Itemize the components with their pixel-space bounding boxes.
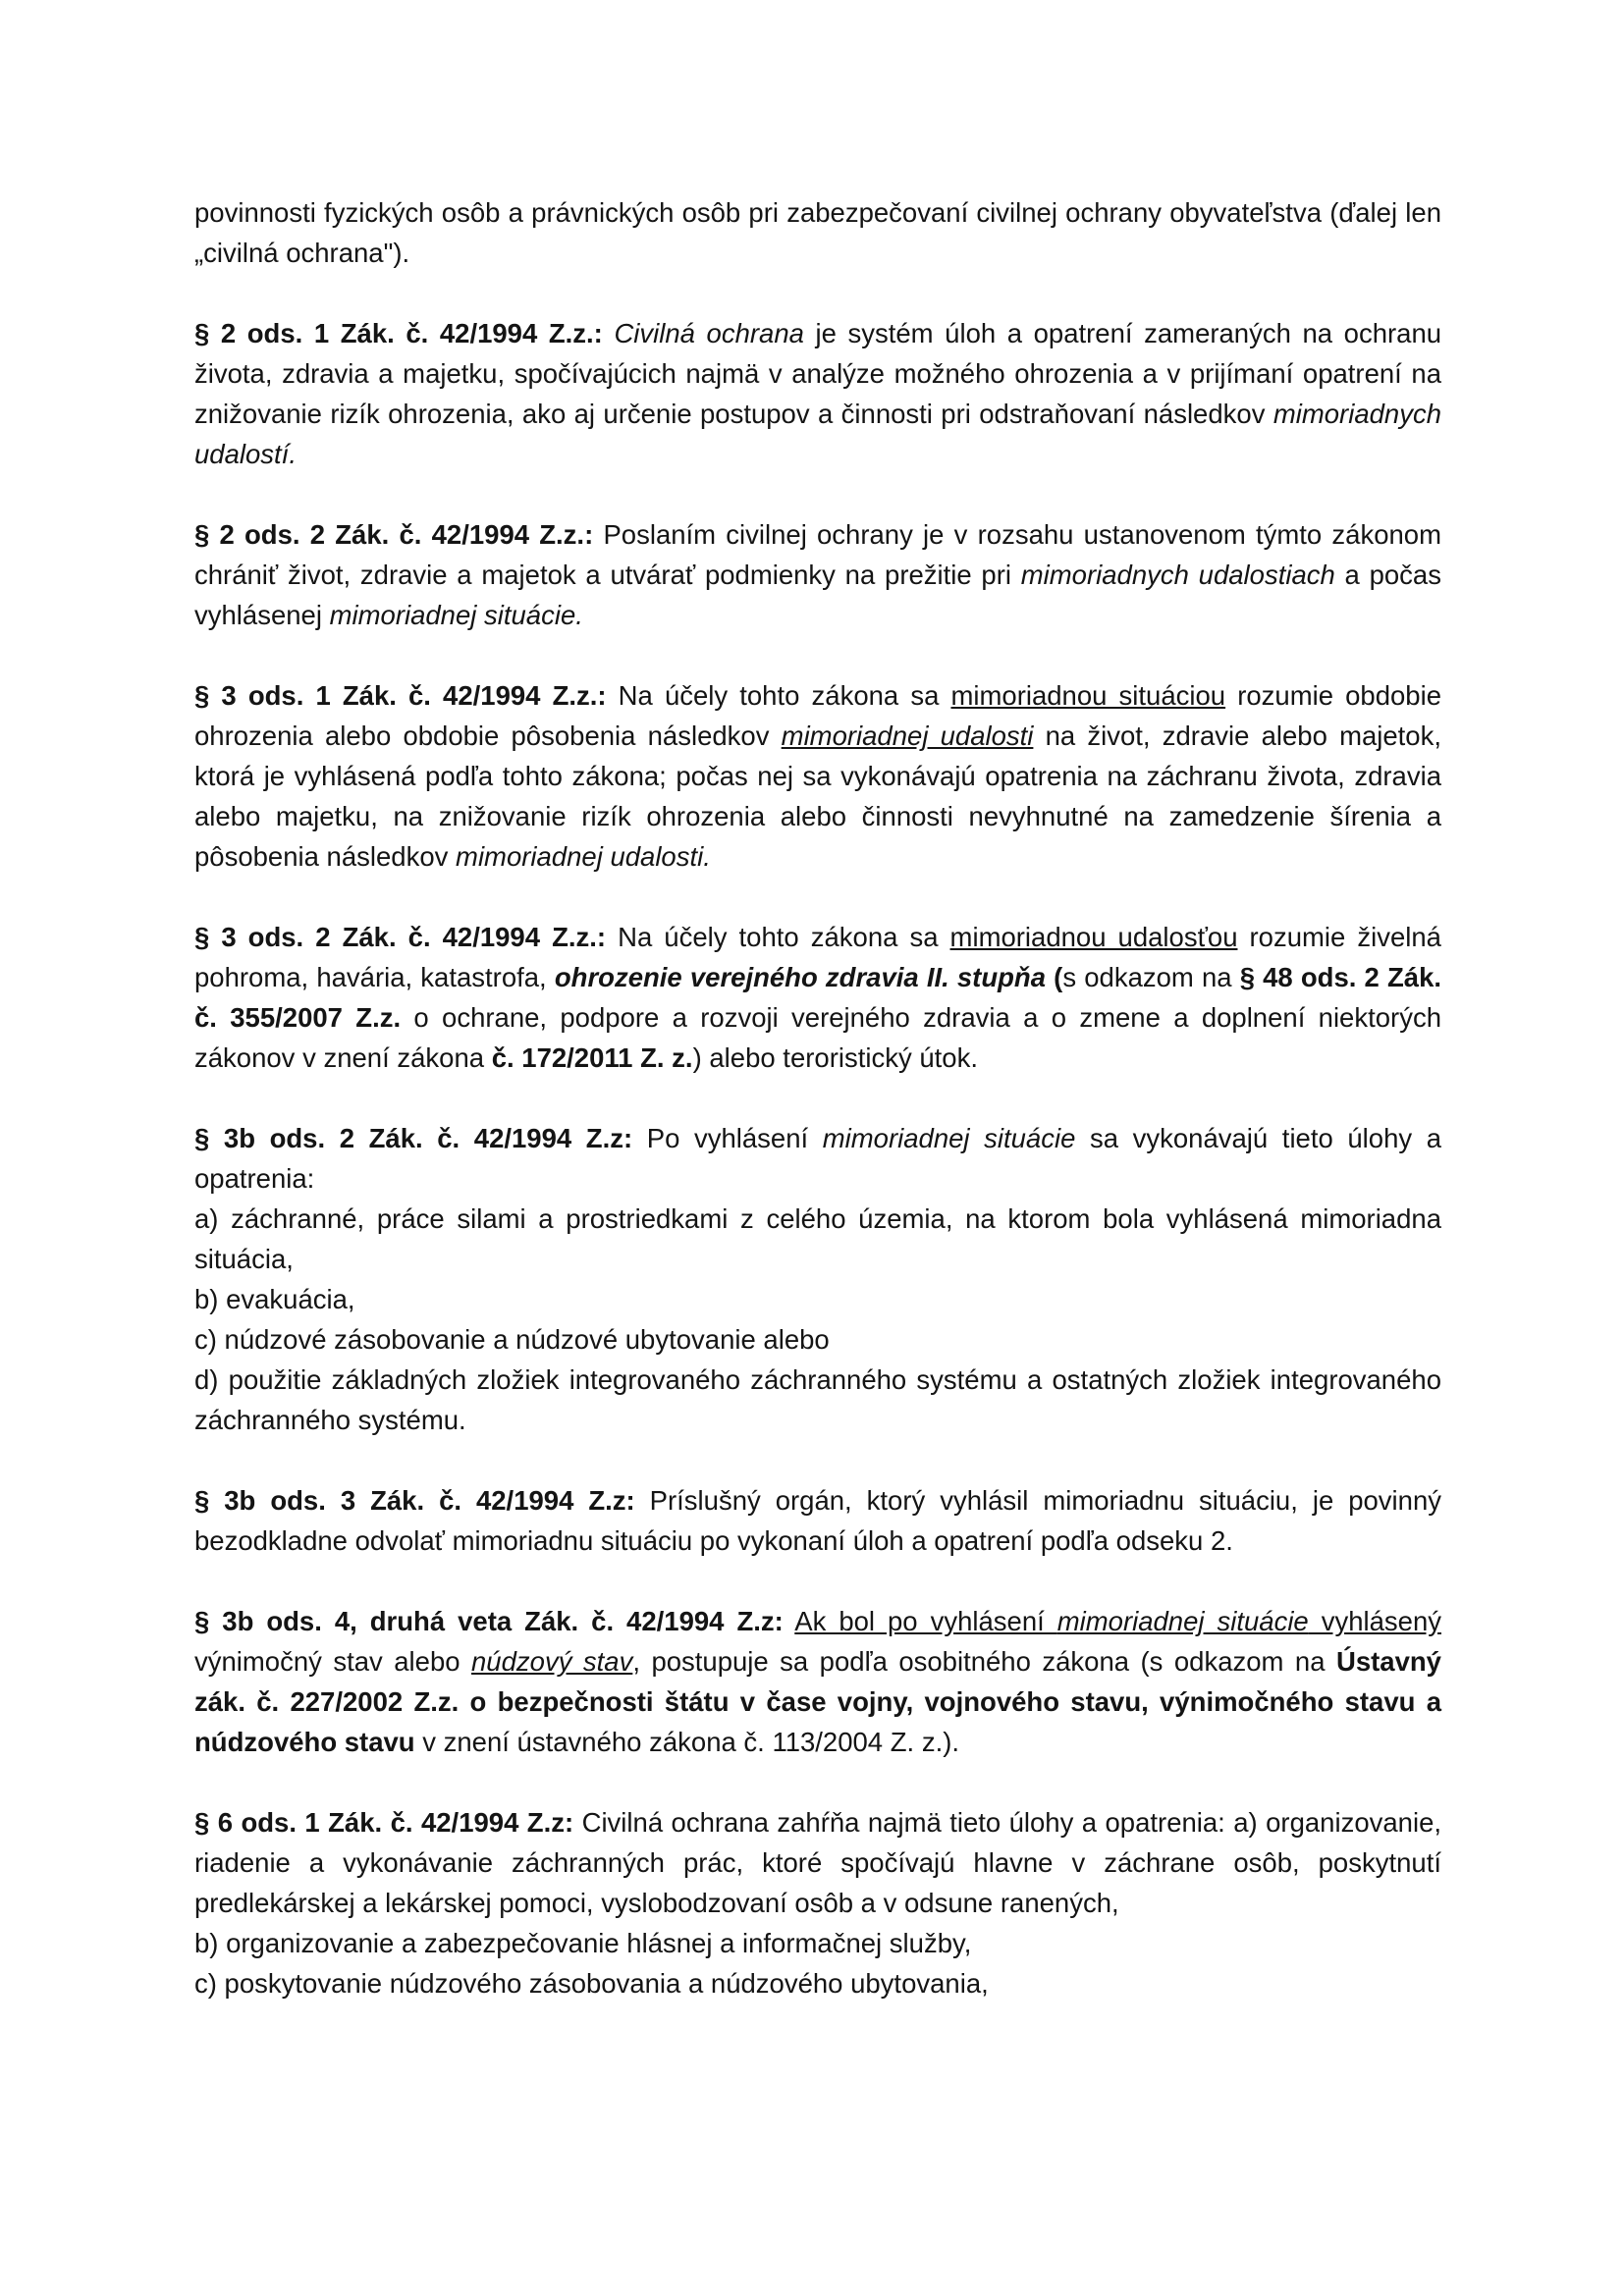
- legal-reference: § 3b ods. 2 Zák. č. 42/1994 Z.z:: [194, 1123, 633, 1153]
- paragraph-text: sa vykonávajú tieto úlohy a opatrenia:: [194, 1123, 1442, 1194]
- term-ohrozenie-zdravia: ohrozenie verejného zdravia II. stupňa: [554, 962, 1047, 992]
- term-civilna-ochrana: Civilná ochrana: [614, 318, 804, 348]
- term-nudzovy-stav: núdzový stav: [471, 1646, 633, 1677]
- paragraph-6-1: [194, 1802, 1441, 2003]
- paren-open: (: [1046, 962, 1063, 992]
- paragraph-text: , postupuje sa podľa osobitného zákona (s odkazom na: [632, 1646, 1336, 1677]
- paragraph-text: a počas vyhlásenej: [194, 560, 1441, 630]
- paragraph-text: Poslaním civilnej ochrany je v rozsahu ustanovenom týmto zákonom chrániť život, zdravie a majetok a utvárať podmienky na prežitie pri: [194, 519, 1442, 590]
- paragraph-text: na život, zdravie alebo majetok, ktorá je vyhlásená podľa tohto zákona; počas nej sa vykonávajú opatrenia na záchranu života, zdravia alebo majetku, na znižovanie rizík ohrozenia alebo činnosti nevyhnutné na zamedzenie šírenia a pôsobenia následkov: [194, 721, 1441, 872]
- paragraph-2-2: [194, 514, 1441, 635]
- paragraph-text: Po vyhlásení: [632, 1123, 823, 1153]
- list-item-c: c) poskytovanie núdzového zásobovania a núdzového ubytovania,: [194, 1968, 989, 1999]
- paragraph-text: rozumie živelná pohroma, havária, katastrofa,: [194, 922, 1441, 992]
- term-mimoriadna-udalost: mimoriadnej udalosti: [781, 721, 1034, 751]
- document-page: [194, 192, 1441, 2003]
- paragraph-intro: [194, 192, 1441, 273]
- paragraph-3b-4: [194, 1601, 1441, 1762]
- list-item-a: a) záchranné, práce silami a prostriedkami z celého územia, na ktorom bola vyhlásená mimoriadna situácia,: [194, 1203, 1441, 1274]
- legal-reference: § 3 ods. 2 Zák. č. 42/1994 Z.z.:: [194, 922, 607, 952]
- legal-reference: § 3b ods. 4, druhá veta Zák. č. 42/1994 Z.z:: [194, 1606, 784, 1636]
- legal-reference-inline: § 48 ods. 2 Zák. č. 355/2007 Z.z.: [194, 962, 1441, 1033]
- list-item-d: d) použitie základných zložiek integrovaného záchranného systému a ostatných zložiek integrovaného záchranného systému.: [194, 1364, 1441, 1435]
- list-item-b: b) organizovanie a zabezpečovanie hlásnej a informačnej služby,: [194, 1928, 972, 1958]
- paragraph-text: s odkazom na: [1062, 962, 1240, 992]
- paragraph-3b-3: [194, 1480, 1441, 1561]
- paragraph-3-1: [194, 675, 1441, 877]
- paragraph-text: ) alebo teroristický útok.: [692, 1042, 978, 1073]
- paragraph-text: o ochrane, podpore a rozvoji verejného zdravia a o zmene a doplnení niektorých zákonov v znení zákona: [194, 1002, 1441, 1073]
- underlined-text: Ak bol po vyhlásení: [794, 1606, 1057, 1636]
- term-mimoriadna-situacia: mimoriadnou situáciou: [950, 680, 1226, 711]
- paragraph-text: v znení ústavného zákona č. 113/2004 Z. z.).: [414, 1727, 960, 1757]
- legal-reference: § 3 ods. 1 Zák. č. 42/1994 Z.z.:: [194, 680, 607, 711]
- legal-reference: § 6 ods. 1 Zák. č. 42/1994 Z.z:: [194, 1807, 574, 1838]
- term-mimoriadne-udalosti: mimoriadnych udalostiach: [1020, 560, 1335, 590]
- term-mimoriadna-situacia: mimoriadnej situácie.: [329, 600, 583, 630]
- paragraph-2-1: [194, 313, 1441, 474]
- paragraph-3b-2: [194, 1118, 1441, 1440]
- intro-text: povinnosti fyzických osôb a právnických osôb pri zabezpečovaní civilnej ochrany obyvateľstva (ďalej len „civilná ochrana").: [194, 197, 1441, 268]
- term-mimoriadne-udalosti: mimoriadnych udalostí.: [194, 399, 1441, 469]
- legal-reference: § 2 ods. 1 Zák. č. 42/1994 Z.z.:: [194, 318, 603, 348]
- paragraph-text: Civilná ochrana zahŕňa najmä tieto úlohy a opatrenia: a) organizovanie, riadenie a vykonávanie záchranných prác, ktoré spočívajú hlavne v záchrane osôb, poskytnutí predlekárskej a lekárskej pomoci, vyslobodzovaní osôb a v odsune ranených,: [194, 1807, 1442, 1918]
- paragraph-text: Na účely tohto zákona sa: [606, 680, 951, 711]
- legal-reference-inline: Ústavný zák. č. 227/2002 Z.z. o bezpečnosti štátu v čase vojny, vojnového stavu, výnimočného stavu a núdzového stavu: [194, 1646, 1441, 1757]
- paragraph-text: Na účely tohto zákona sa: [606, 922, 950, 952]
- term-mimoriadna-udalost: mimoriadnej udalosti.: [456, 841, 711, 872]
- term-mimoriadna-udalost: mimoriadnou udalosťou: [949, 922, 1238, 952]
- legal-reference: § 3b ods. 3 Zák. č. 42/1994 Z.z:: [194, 1485, 635, 1516]
- paragraph-text: rozumie obdobie ohrozenia alebo obdobie pôsobenia následkov: [194, 680, 1442, 751]
- term-mimoriadna-situacia: mimoriadnej situácie: [1056, 1606, 1309, 1636]
- paragraph-text: výnimočný stav alebo: [194, 1646, 472, 1677]
- legal-reference-inline: č. 172/2011 Z. z.: [491, 1042, 693, 1073]
- paragraph-text: je systém úloh a opatrení zameraných na ochranu života, zdravia a majetku, spočívajúcich najmä v analýze možného ohrozenia a v prijímaní opatrení na znižovanie rizík ohrozenia, ako aj určenie postupov a činnosti pri odstraňovaní následkov: [194, 318, 1442, 429]
- list-item-c: c) núdzové zásobovanie a núdzové ubytovanie alebo: [194, 1324, 830, 1355]
- term-mimoriadna-situacia: mimoriadnej situácie: [822, 1123, 1076, 1153]
- list-item-b: b) evakuácia,: [194, 1284, 355, 1314]
- paragraph-3-2: [194, 917, 1441, 1078]
- paragraph-text: [784, 1606, 794, 1636]
- underlined-text: vyhlásený: [1308, 1606, 1441, 1636]
- legal-reference: § 2 ods. 2 Zák. č. 42/1994 Z.z.:: [194, 519, 594, 550]
- paragraph-text: Príslušný orgán, ktorý vyhlásil mimoriadnu situáciu, je povinný bezodkladne odvolať mimoriadnu situáciu po vykonaní úloh a opatrení podľa odseku 2.: [194, 1485, 1441, 1556]
